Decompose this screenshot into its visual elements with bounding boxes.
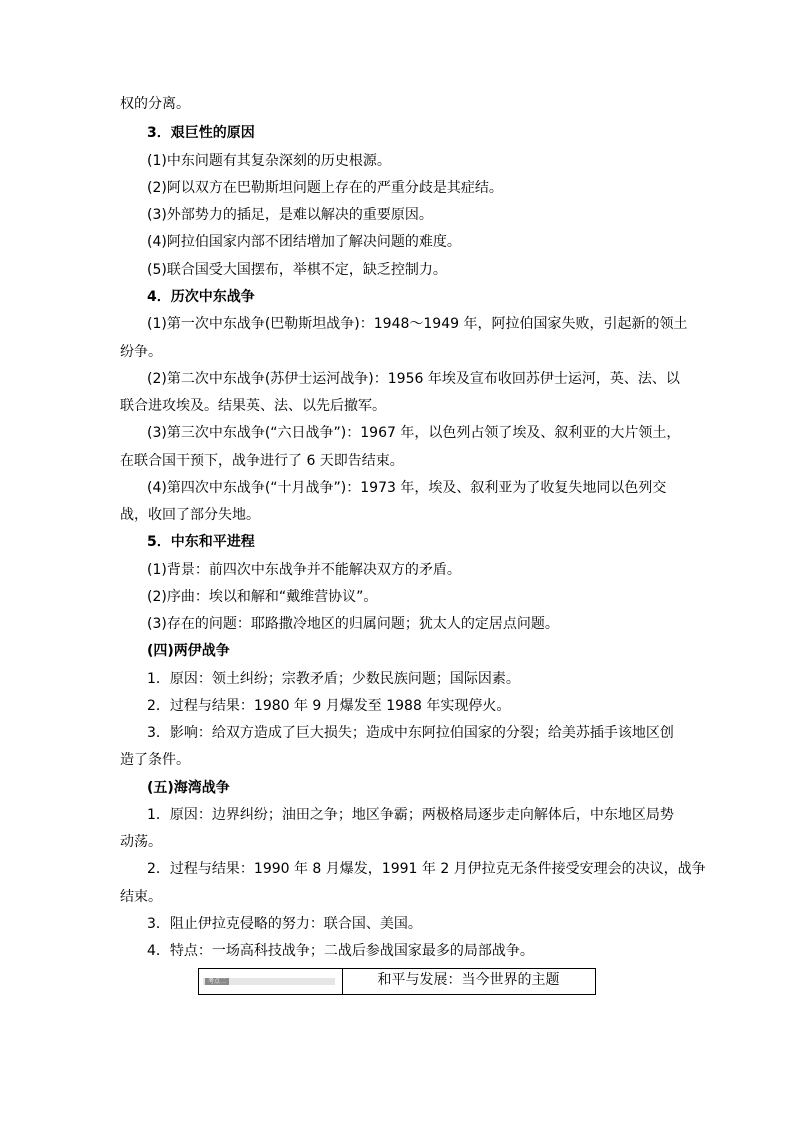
text-line: (2)序曲：埃以和解和“戴维营协议”。 <box>147 589 378 605</box>
text-line: (2)阿以双方在巴勒斯坦问题上存在的严重分歧是其症结。 <box>147 180 503 196</box>
topic-tag-cell <box>199 969 343 994</box>
text-line: (5)联合国受大国摆布，举棋不定，缺乏控制力。 <box>147 262 447 278</box>
text-line: 权的分离。 <box>120 96 190 112</box>
topic-header-box <box>198 968 596 995</box>
text-line: (3)存在的问题：耶路撒冷地区的归属问题；犹太人的定居点问题。 <box>147 616 559 632</box>
text-line: 3．阻止伊拉克侵略的努力：联合国、美国。 <box>147 916 422 932</box>
text-line: 联合进攻埃及。结果英、法、以先后撤军。 <box>120 398 386 414</box>
text-line: (3)外部势力的插足，是难以解决的重要原因。 <box>147 207 433 223</box>
text-line: 1．原因：领土纠纷；宗教矛盾；少数民族问题；国际因素。 <box>147 671 520 687</box>
text-line: (1)第一次中东战争(巴勒斯坦战争)：1948～1949 年，阿拉伯国家失败，引起新的领土 <box>147 316 688 332</box>
text-line: 4．特点：一场高科技战争；二战后参战国家最多的局部战争。 <box>147 943 534 959</box>
text-line: (4)第四次中东战争(“十月战争”)：1973 年，埃及、叙利亚为了收复失地同以色列交 <box>147 480 667 496</box>
section-heading: 5．中东和平进程 <box>147 534 255 550</box>
text-line: 1．原因：边界纠纷；油田之争；地区争霸；两极格局逐步走向解体后，中东地区局势 <box>147 807 674 823</box>
section-heading: 4．历次中东战争 <box>147 289 255 305</box>
text-line: (4)阿拉伯国家内部不团结增加了解决问题的难度。 <box>147 234 461 250</box>
text-line: 造了条件。 <box>120 752 190 768</box>
text-line: (1)中东问题有其复杂深刻的历史根源。 <box>147 153 391 169</box>
text-line: 2．过程与结果：1990 年 8 月爆发，1991 年 2 月伊拉克无条件接受安理会的决议，战争 <box>147 861 706 877</box>
text-line: 3．影响：给双方造成了巨大损失；造成中东阿拉伯国家的分裂；给美苏插手该地区创 <box>147 725 674 741</box>
text-line: 战，收回了部分失地。 <box>120 507 260 523</box>
section-heading: (五)海湾战争 <box>147 780 230 796</box>
topic-tag-label: 考点二 <box>205 978 229 985</box>
section-heading: 3．艰巨性的原因 <box>147 125 255 141</box>
text-line: (2)第二次中东战争(苏伊士运河战争)：1956 年埃及宣布收回苏伊士运河，英、法、以 <box>147 371 680 387</box>
section-heading: (四)两伊战争 <box>147 643 230 659</box>
topic-title: 和平与发展：当今世界的主题 <box>377 972 560 988</box>
text-line: 动荡。 <box>120 834 162 850</box>
topic-tag-bar <box>203 978 335 985</box>
text-line: 结束。 <box>120 889 162 905</box>
text-line: 在联合国干预下，战争进行了 6 天即告结束。 <box>120 453 404 469</box>
text-line: 纷争。 <box>120 344 162 360</box>
text-line: 2．过程与结果：1980 年 9 月爆发至 1988 年实现停火。 <box>147 698 511 714</box>
text-line: (1)背景：前四次中东战争并不能解决双方的矛盾。 <box>147 562 461 578</box>
text-line: (3)第三次中东战争(“六日战争”)：1967 年，以色列占领了埃及、叙利亚的大片领土， <box>147 425 681 441</box>
